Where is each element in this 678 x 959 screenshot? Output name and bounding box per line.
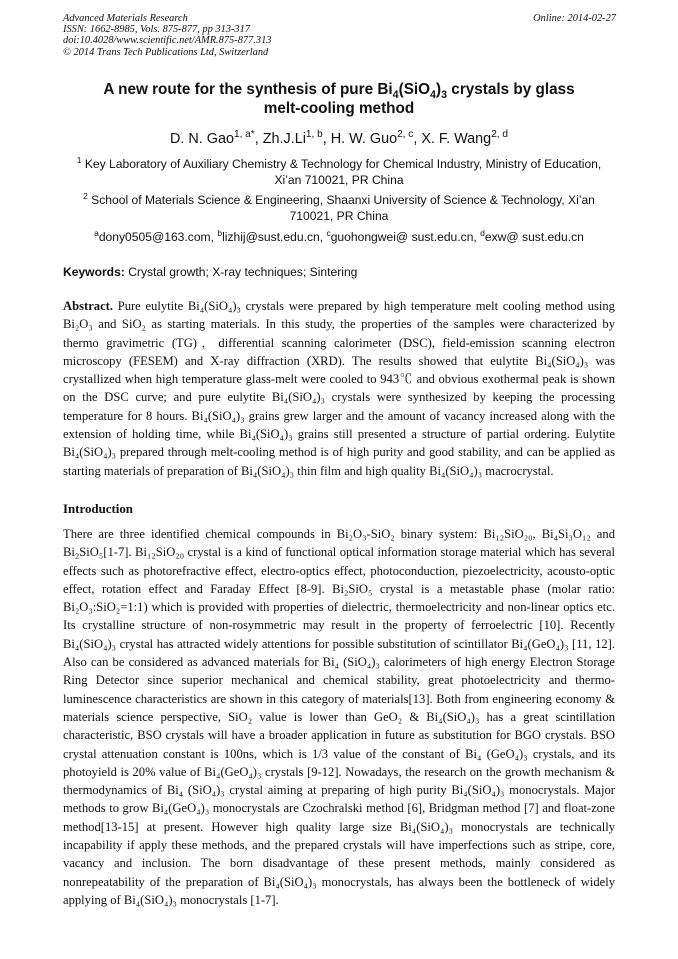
email-address: exw@ sust.edu.cn [484,230,584,244]
affiliation-text: School of Materials Science & Engineering, Shaanxi University of Science & Technology, Xi’an 710021, PR China [91,193,595,223]
title-line1-suffix: crystals by glass [447,81,575,98]
author-affil-sup: 1, a* [233,129,255,141]
author-affil-sup: 1, b [305,129,323,141]
author-name: Zh.J.Li [262,131,306,147]
keywords-label: Keywords: [63,265,125,279]
affiliation-1 [63,156,615,188]
author-affil-sup: 2, d [491,129,508,141]
abstract-text: Pure eulytite Bi₄(SiO₄)₃ crystals were prepared by high temperature melt cooling method using Bi₂O₃ and SiO₂ as starting materials. In this study, the properties of the samples were characterized by thermo gravimetric (TG)，differential scanning calorimeter (DSC), field-emission scanning electron microscopy (FESEM) and X-ray diffraction (XRD). The results showed that eulytite Bi₄(SiO₄)₃ was crystallized when high temperature glass-melt were cooled to 943℃ and obvious exothermal peak is shown on the DSC curve; and pure eulytite Bi₄(SiO₄)₃ crystals were synthesized by keeping the processing temperature for 8 hours. Bi₄(SiO₄)₃ grains grew larger and the amount of vacancy increased along with the extension of holding time, while Bi₄(SiO₄)₃ grains still presented a structure of partial ordering. Eulytite Bi₄(SiO₄)₃ prepared through melt-cooling method is of high purity and good stability, and can be applied as starting materials of preparation of Bi₄(SiO₄)₃ thin film and high quality Bi₄(SiO₄)₃ macrocrystal. [63,299,615,478]
author-affil-sup: 2, c [397,129,414,141]
affiliation-number: 2 [83,190,88,201]
journal-name: Advanced Materials Research [63,13,188,24]
keywords [63,265,357,279]
author-list: D. N. Gao$^{1, a*}$, Zh.J.Li$^{1, b}$, H. W. Guo$^{2, c}$, X. F. Wang$^{2, d}$ [169,129,508,147]
copyright-line: © 2014 Trans Tech Publications Ltd, Switzerland [63,46,269,58]
online-date: Online: 2014-02-27 [533,13,616,24]
email-address: guohongwei@ sust.edu.cn [330,230,474,244]
email-sup: c [326,227,331,238]
author-name: X. F. Wang [421,131,492,147]
affiliation-text: Key Laboratory of Auxiliary Chemistry & Technology for Chemical Industry, Ministry of Education, Xi’an 710021, PR China [84,157,602,187]
abstract-label: Abstract. [63,299,114,313]
affiliation-2 [63,192,615,224]
paper-title: A new route for the synthesis of pure $Bi_4(SiO_4)_3$ crystals by glass melt-cooling method [103,81,575,117]
section-heading-introduction: Introduction [63,502,133,516]
title-line2: melt-cooling method [263,100,415,117]
email-address: dony0505@163.com [98,230,211,244]
author-name: H. W. Guo [330,131,398,147]
doi-line: doi:10.4028/www.scientific.net/AMR.875-877.313 [63,35,272,47]
journal-header [63,13,271,58]
email-sup: a [94,227,99,238]
issn-line: ISSN: 1662-8985, Vols. 875-877, pp 313-317 [63,24,251,36]
author-name: D. N. Gao [169,131,234,147]
email-list: $^a$dony0505@163.com, $^b$lizhij@sust.edu.cn, $^c$guohongwei@ sust.edu.cn, $^d$exw@ sust.edu.cn [94,227,584,244]
title-line1-prefix: A new route for the synthesis of pure Bi [103,81,393,98]
introduction-text: There are three identified chemical compounds in Bi₂O₃-SiO₂ binary system: Bi₁₂SiO₂₀, Bi₄Si₃O₁₂ and Bi₂SiO₅[1-7]. Bi₁₂SiO₂₀ crystal is a kind of functional optical information storage material which has several effects such as photorefractive effect, electro-optics effect, photoconduction, piezoelectricity, acousto-optic effect, rotation effect and Faraday Effect [8-9]. Bi₂SiO₅ crystal is a metastable phase (molar ratio: Bi₂O₃:SiO₂=1:1) which is provided with properties of dielectric, thermoelectricity and non-linear optics etc. Its crystalline structure of non-rosymmetric may result in the property of ferroelectric [10]. Recently Bi₄(SiO₄)₃ crystal has attracted widely attentions for possible substitution of scintillator Bi₄(GeO₄)₃ [11, 12]. Also can be considered as advanced materials for Bi₄ (SiO₄)₃ calorimeters of high energy Electron Storage Ring Detector since superior mechanical and chemical stability, great photoelectricity and thermo-luminescence characteristics are shown in this category of materials[13]. Both from engineering economy & materials science perspective, SiO₂ value is lower than GeO₂ & Bi₄(SiO₄)₃ has a great scintillation characteristic, BSO crystals will have a broader application in future as substitution for BGO crystals. BSO crystal attenuation constant is 100ns, which is 1/3 value of the constant of Bi₄ (GeO₄)₃ crystals, and its photoyield is 20% value of Bi₄(GeO₄)₃ crystals [9-12]. Nowadays, the research on the growth mechanism & thermodynamics of Bi₄ (SiO₄)₃ crystal aiming at preparing of high purity Bi₄(SiO₄)₃ monocrystals. Major methods to grow Bi₄(GeO₄)₃ monocrystals are Czochralski method [6], Bridgman method [7] and float-zone method[13-15] at present. However high quality large size Bi₄(SiO₄)₃ monocrystals are technically incapability if apply these methods, and the prepared crystals will have imperfections such as stripe, core, vacancy and inclusion. The born disadvantage of these present methods, mainly considered as nonrepeatability of the preparation of Bi₄(SiO₄)₃ monocrystals, has always been the bottleneck of widely applying of Bi₄(SiO₄)₃ monocrystals [1-7]. [63,527,615,907]
email-sup: b [217,227,223,238]
keywords-text: Crystal growth; X-ray techniques; Sintering [128,265,358,279]
email-sup: d [480,227,485,238]
abstract [63,297,615,480]
affiliation-number: 1 [76,154,82,165]
email-address: lizhij@sust.edu.cn [222,230,320,244]
